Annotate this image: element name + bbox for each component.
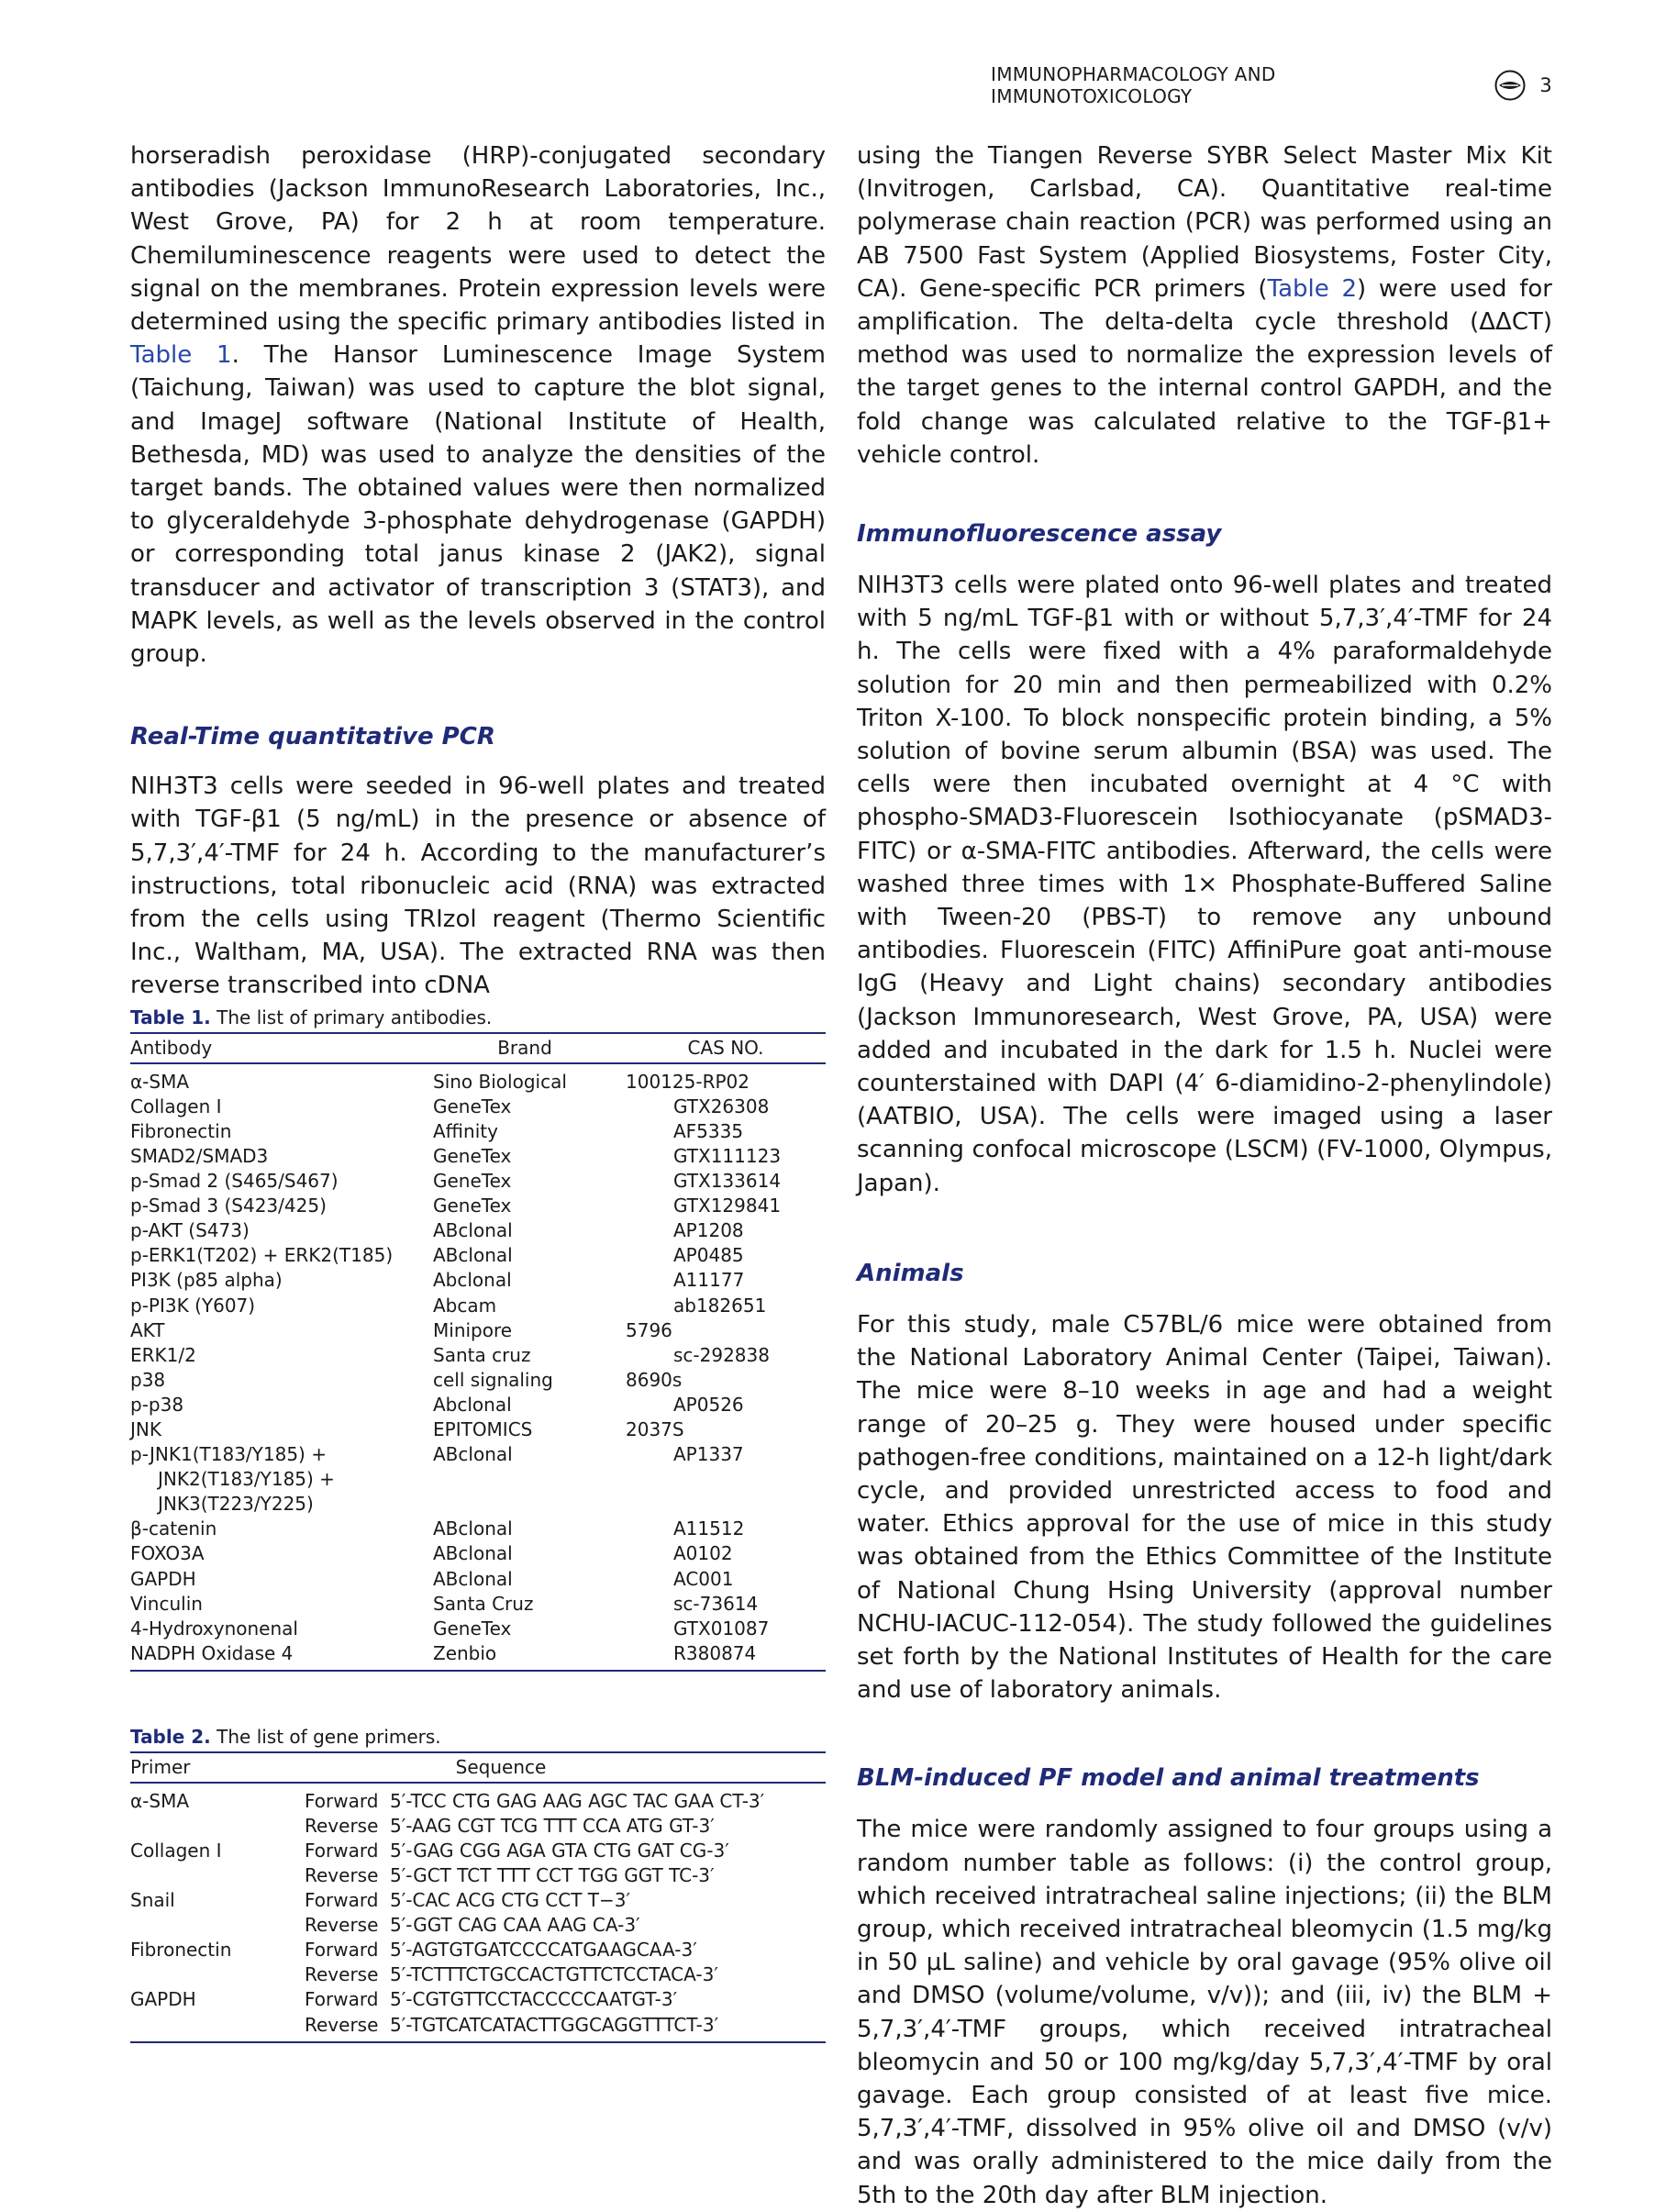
table-row [130, 1119, 826, 1144]
left-paragraph-2: NIH3T3 cells were seeded in 96-well plates and treated with TGF-β1 (5 ng/mL) in the presence or absence of 5,7,3′,4′-TMF for 24 h. According to the manufacturer’s instructions, total ribonucleic acid (RNA) was extracted from the cells using TRIzol reagent (Thermo Scientific Inc., Waltham, MA, USA). The extracted RNA was then reverse transcribed into cDNA [130, 773, 826, 1000]
brand-cell: ABclonal [433, 1443, 513, 1466]
brand-cell: ABclonal [433, 1567, 513, 1590]
antibody-cell: AKT [130, 1318, 165, 1341]
table-row [130, 1938, 826, 1962]
direction-cell: Reverse [305, 1914, 379, 1937]
brand-cell: cell signaling [433, 1368, 553, 1391]
antibody-cell: α-SMA [130, 1070, 190, 1093]
table-row [130, 1567, 826, 1592]
section-heading-blm-model: BLM-induced PF model and animal treatments [857, 1764, 1480, 1793]
table-row [130, 1095, 826, 1119]
cas-cell: A11177 [673, 1269, 745, 1292]
right-paragraph-4: The mice were randomly assigned to four groups using a random number table as follows: (i) the control group, which received intratracheal saline injections; (ii) the BLM group, which received intratracheal bleomycin (1.5 mg/kg in 50 μL saline) and vehicle by oral gavage (95% olive oil and DMSO (volume/volume, v/v)); and (iii, iv) the BLM + 5,7,3′,4′-TMF groups, which received intratracheal bleomycin and 50 or 100 mg/kg/day 5,7,3′,4′-TMF by oral gavage. Each group consisted of at least five mice. 5,7,3′,4′-TMF, dissolved in 95% olive oil and DMSO (v/v) and was orally administered to the mice daily from the 5th to the 20th day after BLM injection. [857, 1816, 1552, 2209]
antibody-cell: p-ERK1(T202) + ERK2(T185) [130, 1244, 394, 1267]
brand-cell: Sino Biological [433, 1070, 567, 1093]
direction-cell: Forward [305, 1839, 379, 1862]
table-row [130, 1913, 826, 1938]
sequence-cell: 5′-CAC ACG CTG CCT T−3′ [390, 1889, 631, 1912]
brand-cell: Abclonal [433, 1393, 512, 1416]
antibody-cell: Fibronectin [130, 1119, 232, 1142]
cas-cell: 100125-RP02 [626, 1070, 750, 1093]
cas-cell: A0102 [673, 1542, 733, 1565]
direction-cell: Reverse [305, 1814, 379, 1837]
cas-cell: GTX133614 [673, 1170, 782, 1193]
antibody-cell: SMAD2/SMAD3 [130, 1144, 269, 1167]
brand-cell: GeneTex [433, 1195, 512, 1217]
cas-cell: GTX129841 [673, 1195, 782, 1217]
direction-cell: Reverse [305, 2013, 379, 2036]
antibody-cell: FOXO3A [130, 1542, 205, 1565]
antibody-cell: β-catenin [130, 1517, 217, 1540]
table-1-caption: Table 1. The list of primary antibodies. [130, 1006, 493, 1028]
cas-cell: GTX26308 [673, 1095, 770, 1117]
cas-cell: GTX01087 [673, 1617, 770, 1640]
table-row [130, 1070, 826, 1095]
primer-cell [130, 2013, 305, 2038]
table-row [130, 2013, 826, 2038]
antibody-cell: p-JNK1(T183/Y185) + [130, 1443, 327, 1466]
sequence-cell: 5′-TCTTTCTGCCACTGTTCTCCTACA-3′ [390, 1963, 718, 1986]
left-column [130, 139, 826, 1003]
cas-cell [616, 1492, 826, 1517]
table-row [130, 1268, 826, 1293]
section-heading-pcr: Real-Time quantitative PCR [130, 723, 495, 751]
sequence-cell: 5′-AAG CGT TCG TTT CCA ATG GT-3′ [390, 1814, 715, 1837]
cas-cell: sc-292838 [673, 1343, 770, 1366]
table-2-link[interactable]: Table 2 [1267, 274, 1358, 303]
antibody-cell: p-AKT (S473) [130, 1219, 250, 1242]
journal-title: IMMUNOPHARMACOLOGY AND IMMUNOTOXICOLOGY [991, 63, 1276, 107]
table-row [130, 1194, 826, 1218]
section-heading-animals: Animals [857, 1259, 964, 1287]
table-row [130, 1789, 826, 1814]
table-row [130, 1592, 826, 1617]
table-1 [130, 1006, 826, 1672]
table-row [130, 1318, 826, 1343]
cas-cell: A11512 [673, 1517, 745, 1540]
direction-cell: Reverse [305, 1963, 379, 1986]
table-row [130, 1294, 826, 1318]
table-row [130, 1343, 826, 1368]
table-row [130, 1144, 826, 1169]
table-2-body [130, 1789, 826, 2038]
table-row [130, 1962, 826, 1987]
right-paragraph-3: For this study, male C57BL/6 mice were obtained from the National Laboratory Animal Center (Taipei, Taiwan). The mice were 8–10 weeks in age and had a weight range of 20–25 g. They were housed under specific pathogen-free conditions, maintained on a 12-h light/dark cycle, and provided unrestricted access to food and water. Ethics approval for the use of mice in this study was obtained from the Ethics Committee of the Institute of National Chung Hsing University (approval number NCHU-IACUC-112-054). The study followed the guidelines set forth by the National Institutes of Health for the care and use of laboratory animals. [857, 1310, 1552, 1705]
sequence-cell: 5′-GCT TCT TTT CCT TGG GGT TC-3′ [390, 1863, 715, 1886]
running-header [991, 63, 1552, 107]
table-row [130, 1839, 826, 1863]
brand-cell: EPITOMICS [433, 1418, 533, 1440]
cas-cell: 2037S [626, 1418, 684, 1440]
cas-cell: ab182651 [673, 1294, 767, 1317]
direction-cell: Forward [305, 1988, 379, 2011]
table-row [130, 1541, 826, 1566]
table-1-header-cas: CAS NO. [687, 1037, 764, 1060]
sequence-cell: 5′-GGT CAG CAA AAG CA-3′ [390, 1914, 640, 1937]
brand-cell: Minipore [433, 1318, 513, 1341]
primer-cell [130, 1814, 305, 1839]
cas-cell: AP1208 [673, 1219, 744, 1242]
primer-cell [130, 1913, 305, 1938]
brand-cell: GeneTex [433, 1144, 512, 1167]
brand-cell: GeneTex [433, 1170, 512, 1193]
brand-cell [433, 1492, 616, 1517]
table-row [130, 1218, 826, 1243]
cas-cell: R380874 [673, 1641, 757, 1664]
sequence-cell: 5′-CGTGTTCCTACCCCCAATGT-3′ [390, 1988, 678, 2011]
primer-cell [130, 1962, 305, 1987]
table-row [130, 1442, 826, 1467]
table-row [130, 1641, 826, 1666]
table-row [130, 1863, 826, 1888]
table-row [130, 1617, 826, 1641]
table-row [130, 1169, 826, 1194]
antibody-cell: Collagen I [130, 1095, 222, 1117]
brand-cell: ABclonal [433, 1219, 513, 1242]
right-paragraph-1: using the Tiangen Reverse SYBR Select Master Mix Kit (Invitrogen, Carlsbad, CA). Quantitative real-time polymerase chain reaction (PCR) was performed using an AB 7500 Fast System (Applied Biosystems, Foster City, CA). Gene-specific PCR primers (Table 2) were used for amplification. The delta-delta cycle threshold (ΔΔCT) method was used to normalize the expression levels of the target genes to the internal control GAPDH, and the fold change was calculated relative to the TGF-β1+ vehicle control. [857, 142, 1553, 469]
antibody-cell: JNK [130, 1418, 161, 1440]
antibody-cell: NADPH Oxidase 4 [130, 1641, 294, 1664]
cas-cell: AC001 [673, 1567, 734, 1590]
brand-cell: GeneTex [433, 1095, 512, 1117]
table-row [130, 1393, 826, 1417]
brand-cell: Affinity [433, 1119, 498, 1142]
antibody-cell: p-Smad 2 (S465/S467) [130, 1170, 339, 1193]
antibody-cell: p-p38 [130, 1393, 184, 1416]
left-paragraph-1: horseradish peroxidase (HRP)-conjugated secondary antibodies (Jackson ImmunoResearch Laboratories, Inc., West Grove, PA) for 2 h at room temperature. Chemiluminescence reagents were used to detect the signal on the membranes. Protein expression levels were determined using the specific primary antibodies listed in Table 1. The Hansor Luminescence Image System (Taichung, Taiwan) was used to capture the blot signal, and ImageJ software (National Institute of Health, Bethesda, MD) was used to analyze the densities of the target bands. The obtained values were then normalized to glyceraldehyde 3-phosphate dehydrogenase (GAPDH) or corresponding total janus kinase 2 (JAK2), signal transducer and activator of transcription 3 (STAT3), and MAPK levels, as well as the levels observed in the control group. [130, 142, 826, 669]
table-row [130, 1417, 826, 1442]
antibody-cell: 4-Hydroxynonenal [130, 1617, 298, 1640]
table-row [130, 1987, 826, 2012]
table-1-header-brand: Brand [497, 1037, 552, 1060]
cas-cell: 5796 [626, 1318, 672, 1341]
table-2-header-sequence: Sequence [455, 1756, 547, 1779]
primer-cell: Collagen I [130, 1839, 222, 1862]
brand-cell: GeneTex [433, 1617, 512, 1640]
antibody-cell: GAPDH [130, 1567, 196, 1590]
table-1-grid [130, 1034, 826, 1062]
table-2 [130, 1725, 826, 2043]
cas-cell: AP0526 [673, 1393, 744, 1416]
brand-cell: Zenbio [433, 1641, 497, 1664]
brand-cell: ABclonal [433, 1517, 513, 1540]
table-1-link[interactable]: Table 1 [130, 341, 232, 370]
brand-cell: ABclonal [433, 1542, 513, 1565]
publisher-logo-icon [1494, 69, 1527, 102]
antibody-cell: JNK2(T183/Y185) + [158, 1468, 335, 1491]
direction-cell: Forward [305, 1789, 379, 1812]
cas-cell: AF5335 [673, 1119, 744, 1142]
table-2-grid [130, 1753, 826, 1782]
antibody-cell: Vinculin [130, 1592, 203, 1615]
table-row [130, 1814, 826, 1839]
sequence-cell: 5′-GAG CGG AGA GTA CTG GAT CG-3′ [390, 1839, 729, 1862]
brand-cell [433, 1467, 616, 1492]
sequence-cell: 5′-AGTGTGATCCCCATGAAGCAA-3′ [390, 1939, 697, 1962]
brand-cell: Santa cruz [433, 1343, 531, 1366]
primer-cell: α-SMA [130, 1789, 190, 1812]
cas-cell: GTX111123 [673, 1144, 782, 1167]
primer-cell [130, 1863, 305, 1888]
brand-cell: Abclonal [433, 1269, 512, 1292]
brand-cell: ABclonal [433, 1244, 513, 1267]
table-row [130, 1243, 826, 1268]
antibody-cell: p-Smad 3 (S423/425) [130, 1195, 327, 1217]
cas-cell: AP0485 [673, 1244, 744, 1267]
section-heading-immunofluorescence: Immunofluorescence assay [857, 520, 1222, 549]
brand-cell: Santa Cruz [433, 1592, 534, 1615]
antibody-cell: ERK1/2 [130, 1343, 196, 1366]
direction-cell: Forward [305, 1939, 379, 1962]
right-column [857, 139, 1552, 2212]
table-row [130, 1368, 826, 1393]
table-row [130, 1492, 826, 1517]
table-row [130, 1517, 826, 1541]
cas-cell [616, 1467, 826, 1492]
antibody-cell: JNK3(T223/Y225) [158, 1493, 314, 1516]
table-row [130, 1888, 826, 1913]
cas-cell: sc-73614 [673, 1592, 759, 1615]
primer-cell: Snail [130, 1889, 175, 1912]
primer-cell: GAPDH [130, 1988, 196, 2011]
page-number: 3 [1539, 74, 1552, 96]
cas-cell: AP1337 [673, 1443, 744, 1466]
right-paragraph-2: NIH3T3 cells were plated onto 96-well plates and treated with 5 ng/mL TGF-β1 with or without 5,7,3′,4′-TMF for 24 h. The cells were fixed with a 4% paraformaldehyde solution for 20 min and then permeabilized with 0.2% Triton X-100. To block nonspecific protein binding, a 5% solution of bovine serum albumin (BSA) was used. The cells were then incubated overnight at 4 °C with phospho-SMAD3-Fluorescein Isothiocyanate (pSMAD3-FITC) or α-SMA-FITC antibodies. Afterward, the cells were washed three times with 1× Phosphate-Buffered Saline with Tween-20 (PBS-T) to remove any unbound antibodies. Fluorescein (FITC) AffiniPure goat anti-mouse IgG (Heavy and Light chains) secondary antibodies (Jackson Immunoresearch, West Grove, PA, USA) were added and incubated in the dark for 1.5 h. Nuclei were counterstained with DAPI (4′ 6-diamidino-2-phenylindole) (AATBIO, USA). The cells were imaged using a laser scanning confocal microscope (LSCM) (FV-1000, Olympus, Japan). [857, 572, 1552, 1197]
brand-cell: Abcam [433, 1294, 497, 1317]
direction-cell: Reverse [305, 1863, 379, 1886]
table-2-header-primer: Primer [130, 1756, 191, 1779]
table-1-header-antibody: Antibody [130, 1037, 213, 1060]
antibody-cell: p38 [130, 1368, 166, 1391]
cas-cell: 8690s [626, 1368, 683, 1391]
table-row [130, 1467, 826, 1492]
table-2-caption: Table 2. The list of gene primers. [130, 1726, 441, 1748]
antibody-cell: p-PI3K (Y607) [130, 1294, 256, 1317]
sequence-cell: 5′-TGTCATCATACTTGGCAGGTTTCT-3′ [390, 2013, 719, 2036]
primer-cell: Fibronectin [130, 1939, 232, 1962]
antibody-cell: PI3K (p85 alpha) [130, 1269, 283, 1292]
table-1-body [130, 1070, 826, 1672]
direction-cell: Forward [305, 1889, 379, 1912]
sequence-cell: 5′-TCC CTG GAG AAG AGC TAC GAA CT-3′ [390, 1789, 765, 1812]
